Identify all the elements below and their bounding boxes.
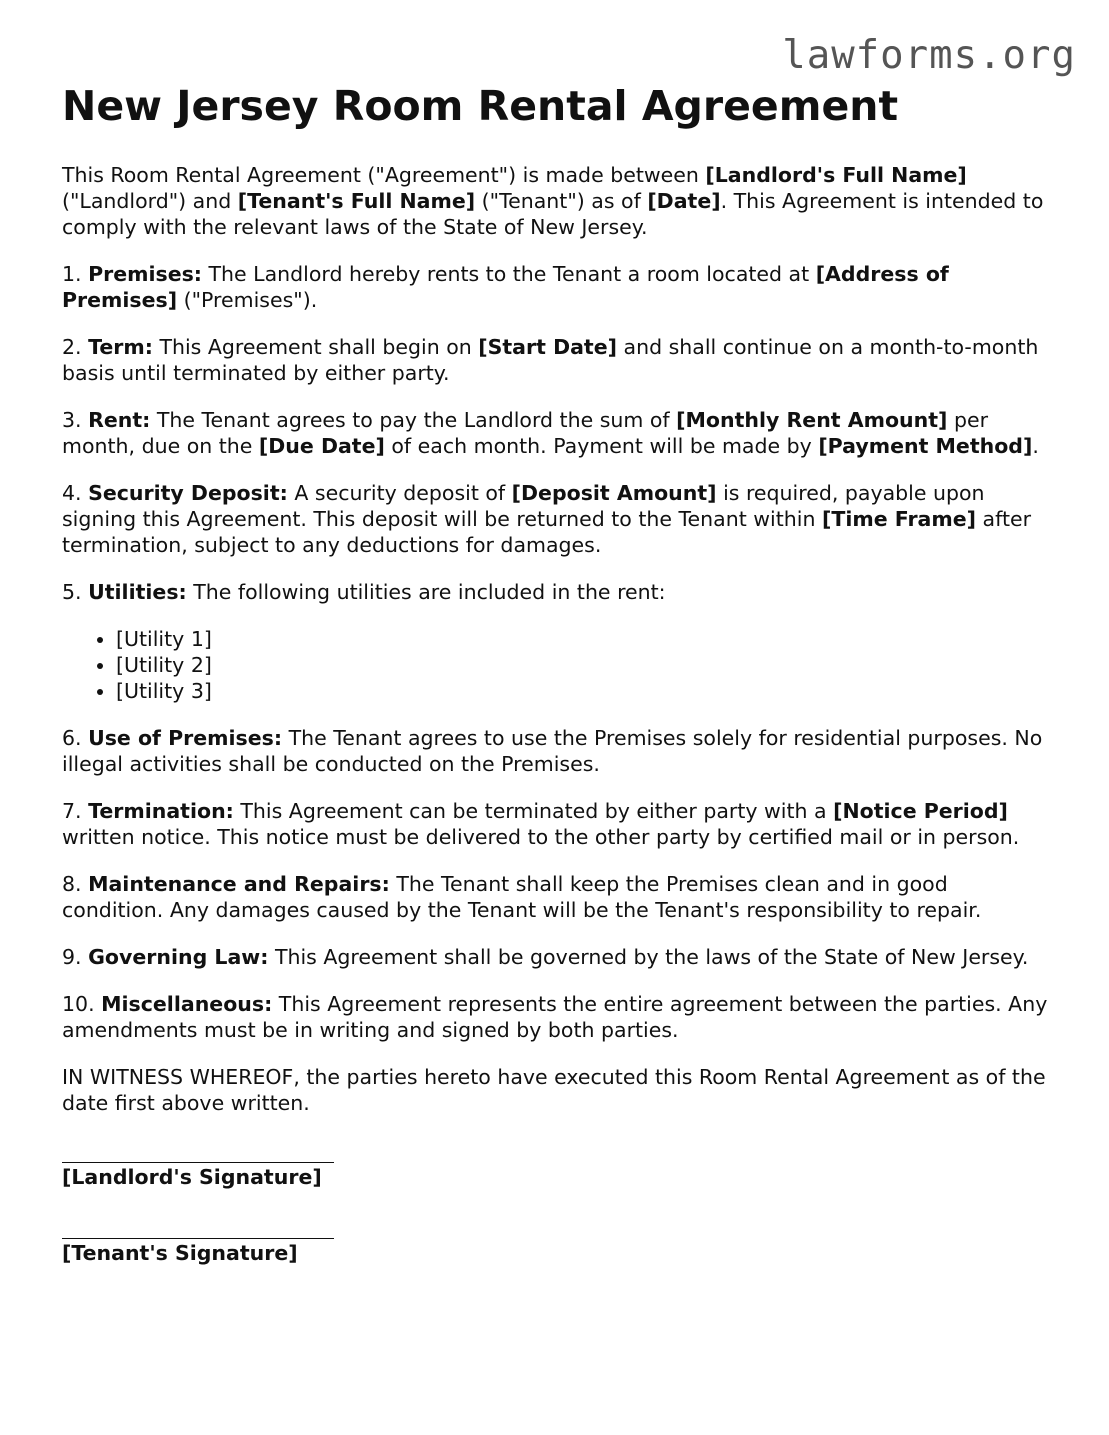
section-text: and shall continue on a month-to-month basis until terminated by either party. xyxy=(62,335,1039,385)
intro-text: This Room Rental Agreement ("Agreement") is made between xyxy=(62,163,706,187)
list-item: • [Utility 1] xyxy=(116,626,1052,652)
landlord-signature-line xyxy=(62,1142,334,1163)
utilities-list xyxy=(62,626,1052,704)
rent-amount-placeholder: [Monthly Rent Amount] xyxy=(676,408,948,432)
notice-period-placeholder: [Notice Period] xyxy=(833,799,1008,823)
due-date-placeholder: [Due Date] xyxy=(258,434,385,458)
section-heading: Governing Law: xyxy=(88,945,269,969)
section-security-deposit xyxy=(62,480,1052,558)
section-heading: Rent: xyxy=(88,408,151,432)
list-item: • [Utility 2] xyxy=(116,652,1052,678)
section-number: 6. xyxy=(62,726,89,750)
time-frame-placeholder: [Time Frame] xyxy=(821,507,977,531)
section-number: 8. xyxy=(62,872,89,896)
document-title: New Jersey Room Rental Agreement xyxy=(62,82,899,130)
section-text: The Tenant shall keep the Premises clean and in good condition. Any damages caused by the Tenant will be the Tenant's responsibility to repair. xyxy=(62,872,982,922)
section-text: The Landlord hereby rents to the Tenant a room located at xyxy=(202,262,816,286)
section-text: The following utilities are included in the rent: xyxy=(186,580,666,604)
landlord-signature-label: [Landlord's Signature] xyxy=(62,1165,322,1189)
section-text: . xyxy=(1032,434,1039,458)
section-text: A security deposit of xyxy=(287,481,512,505)
intro-paragraph xyxy=(62,162,1052,240)
section-heading: Miscellaneous: xyxy=(101,992,273,1016)
section-termination xyxy=(62,798,1052,850)
section-maintenance xyxy=(62,871,1052,923)
section-miscellaneous xyxy=(62,991,1052,1043)
section-number: 10. xyxy=(62,992,102,1016)
intro-text: ("Tenant") as of xyxy=(475,189,648,213)
section-number: 4. xyxy=(62,481,89,505)
section-heading: Premises: xyxy=(88,262,203,286)
tenant-signature-line xyxy=(62,1218,334,1239)
intro-text: ("Landlord") and xyxy=(62,189,238,213)
section-term xyxy=(62,334,1052,386)
section-heading: Security Deposit: xyxy=(88,481,288,505)
section-number: 7. xyxy=(62,799,89,823)
section-text: The Tenant agrees to use the Premises solely for residential purposes. No illegal activities shall be conducted on the Premises. xyxy=(62,726,1043,776)
section-text: is required, payable upon signing this Agreement. This deposit will be returned to the Tenant within xyxy=(62,481,985,531)
section-text: The Tenant agrees to pay the Landlord the sum of xyxy=(150,408,677,432)
deposit-amount-placeholder: [Deposit Amount] xyxy=(511,481,717,505)
section-heading: Term: xyxy=(88,335,153,359)
section-rent xyxy=(62,407,1052,459)
section-text: after termination, subject to any deductions for damages. xyxy=(62,507,1032,557)
section-text: per month, due on the xyxy=(62,408,988,458)
section-number: 2. xyxy=(62,335,89,359)
section-text: ("Premises"). xyxy=(177,288,318,312)
section-text: This Agreement shall be governed by the laws of the State of New Jersey. xyxy=(268,945,1029,969)
section-premises xyxy=(62,261,1052,313)
section-utilities xyxy=(62,579,1052,605)
section-text: written notice. This notice must be delivered to the other party by certified mail or in person. xyxy=(62,825,1020,849)
section-number: 1. xyxy=(62,262,89,286)
landlord-signature xyxy=(62,1142,1052,1191)
section-text: This Agreement shall begin on xyxy=(152,335,479,359)
list-item: • [Utility 3] xyxy=(116,678,1052,704)
watermark: lawforms.org xyxy=(782,33,1076,78)
section-heading: Use of Premises: xyxy=(88,726,283,750)
date-placeholder: [Date] xyxy=(647,189,721,213)
tenant-name-placeholder: [Tenant's Full Name] xyxy=(237,189,476,213)
section-number: 9. xyxy=(62,945,89,969)
start-date-placeholder: [Start Date] xyxy=(478,335,617,359)
witness-clause: IN WITNESS WHEREOF, the parties hereto have executed this Room Rental Agreement as of the date first above written. xyxy=(62,1065,1046,1115)
section-governing-law xyxy=(62,944,1052,970)
signature-block xyxy=(62,1142,1052,1267)
tenant-signature xyxy=(62,1218,1052,1267)
tenant-signature-label: [Tenant's Signature] xyxy=(62,1241,298,1265)
section-number: 5. xyxy=(62,580,89,604)
section-text: This Agreement represents the entire agreement between the parties. Any amendments must be in writing and signed by both parties. xyxy=(62,992,1048,1042)
document-page xyxy=(62,80,1052,1294)
section-heading: Termination: xyxy=(88,799,234,823)
section-heading: Maintenance and Repairs: xyxy=(88,872,390,896)
address-placeholder: [Address of Premises] xyxy=(62,262,949,312)
section-number: 3. xyxy=(62,408,89,432)
intro-text: . This Agreement is intended to comply with the relevant laws of the State of New Jersey. xyxy=(62,189,1044,239)
section-use-of-premises xyxy=(62,725,1052,777)
landlord-name-placeholder: [Landlord's Full Name] xyxy=(705,163,967,187)
section-text: of each month. Payment will be made by xyxy=(384,434,819,458)
section-text: This Agreement can be terminated by either party with a xyxy=(233,799,834,823)
section-heading: Utilities: xyxy=(88,580,187,604)
payment-method-placeholder: [Payment Method] xyxy=(818,434,1033,458)
